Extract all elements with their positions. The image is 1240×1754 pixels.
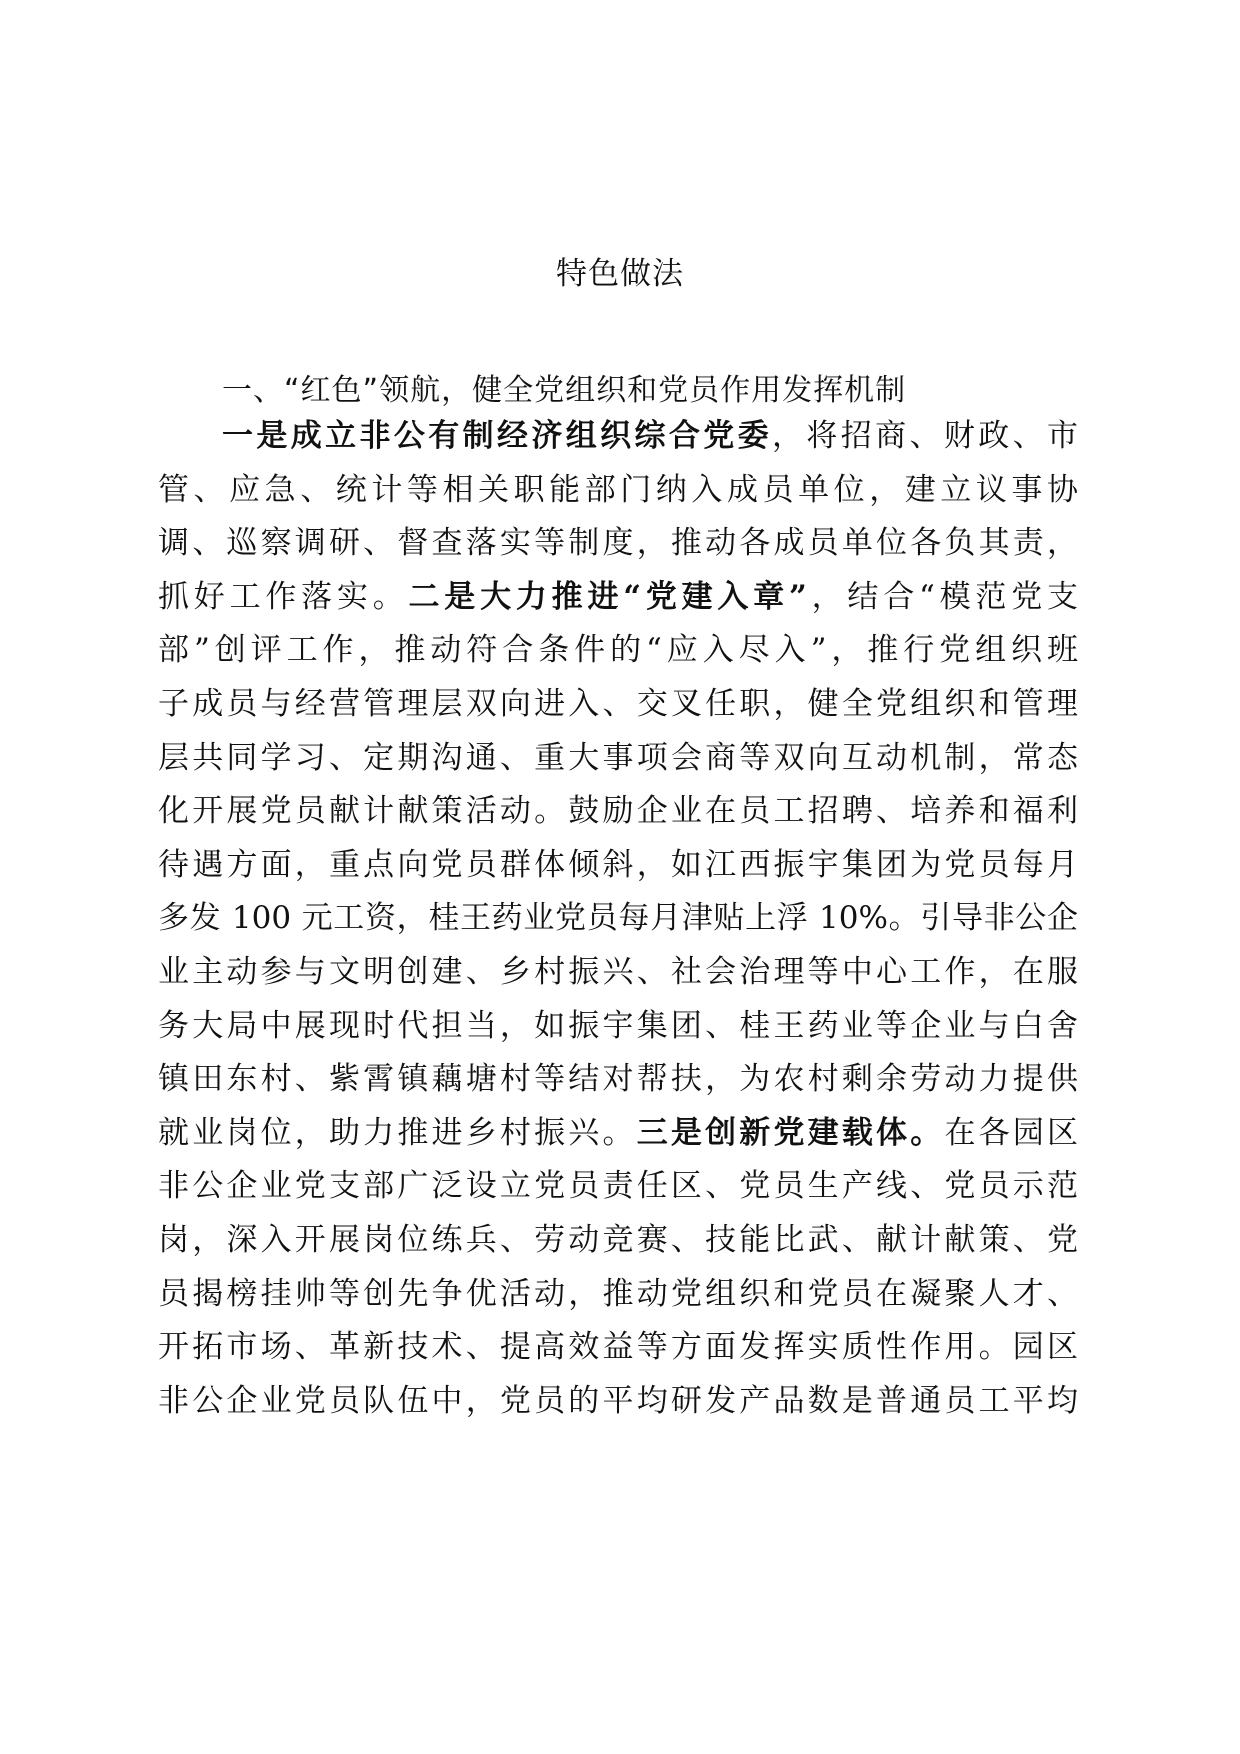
- text-run: 抓好工作落实。: [158, 578, 409, 615]
- paragraph-line: [158, 1371, 1078, 1431]
- paragraph-line: [222, 406, 1078, 466]
- text-run: ，将招商、财政、市: [772, 418, 1078, 454]
- section-heading: 一、“红色”领航，健全党组织和党员作用发挥机制: [222, 373, 907, 408]
- text-run: 层共同学习、定期沟通、重大事项会商等双向互动机制，常态: [158, 739, 1078, 776]
- paragraph-line: [158, 728, 1078, 788]
- text-run: 多发 100 元工资，桂王药业党员每月津贴上浮 10%。引导非公企: [158, 900, 1078, 937]
- text-run: 子成员与经营管理层双向进入、交叉任职，健全党组织和管理: [158, 686, 1078, 722]
- text-run: 调、巡察调研、督查落实等制度，推动各成员单位各负其责，: [158, 525, 1078, 562]
- text-run: ，结合“模范党支: [806, 578, 1078, 615]
- paragraph-line: [158, 460, 1078, 520]
- text-run: 化开展党员献计献策活动。鼓励企业在员工招聘、培养和福利: [158, 793, 1078, 830]
- text-run: 岗，深入开展岗位练兵、劳动竞赛、技能比武、献计献策、党: [158, 1222, 1078, 1258]
- text-run: 非公企业党员队伍中，党员的平均研发产品数是普通员工平均: [158, 1382, 1078, 1419]
- bold-text-run: 一是成立非公有制经济组织综合党委: [222, 418, 772, 454]
- document-title: 特色做法: [556, 256, 684, 292]
- paragraph-line: [158, 1156, 1078, 1216]
- paragraph-line: [158, 567, 1078, 627]
- text-run: 镇田东村、紫霄镇藕塘村等结对帮扶，为农村剩余劳动力提供: [158, 1061, 1078, 1098]
- bold-text-run: 三是创新党建载体。: [636, 1114, 945, 1151]
- text-run: 业主动参与文明创建、乡村振兴、社会治理等中心工作，在服: [158, 954, 1078, 990]
- text-run: 就业岗位，助力推进乡村振兴。: [158, 1114, 637, 1151]
- paragraph-line: [158, 888, 1078, 948]
- text-run: 务大局中展现时代担当，如振宇集团、桂王药业等企业与白舍: [158, 1007, 1078, 1044]
- paragraph-line: [158, 1049, 1078, 1109]
- paragraph-line: [158, 781, 1078, 841]
- text-run: 部”创评工作，推动符合条件的“应入尽入”，推行党组织班: [158, 632, 1078, 669]
- paragraph-line: [158, 620, 1078, 680]
- text-run: 在各园区: [944, 1114, 1079, 1151]
- bold-text-run: 二是大力推进“党建入章”: [408, 578, 807, 615]
- paragraph-line: [158, 513, 1078, 573]
- text-run: 员揭榜挂帅等创先争优活动，推动党组织和党员在凝聚人才、: [158, 1275, 1078, 1312]
- text-run: 管、应急、统计等相关职能部门纳入成员单位，建立议事协: [158, 471, 1078, 508]
- paragraph-line: [158, 1210, 1078, 1270]
- paragraph-line: [158, 835, 1078, 895]
- paragraph-line: [158, 1264, 1078, 1324]
- text-run: 待遇方面，重点向党员群体倾斜，如江西振宇集团为党员每月: [158, 846, 1078, 883]
- text-run: 开拓市场、革新技术、提高效益等方面发挥实质性作用。园区: [158, 1329, 1078, 1366]
- paragraph-line: [158, 942, 1078, 1002]
- paragraph-line: [158, 674, 1078, 734]
- paragraph-line: [158, 1103, 1078, 1163]
- text-run: 非公企业党支部广泛设立党员责任区、党员生产线、党员示范: [158, 1168, 1078, 1205]
- paragraph-line: [158, 1317, 1078, 1377]
- paragraph-line: [158, 996, 1078, 1056]
